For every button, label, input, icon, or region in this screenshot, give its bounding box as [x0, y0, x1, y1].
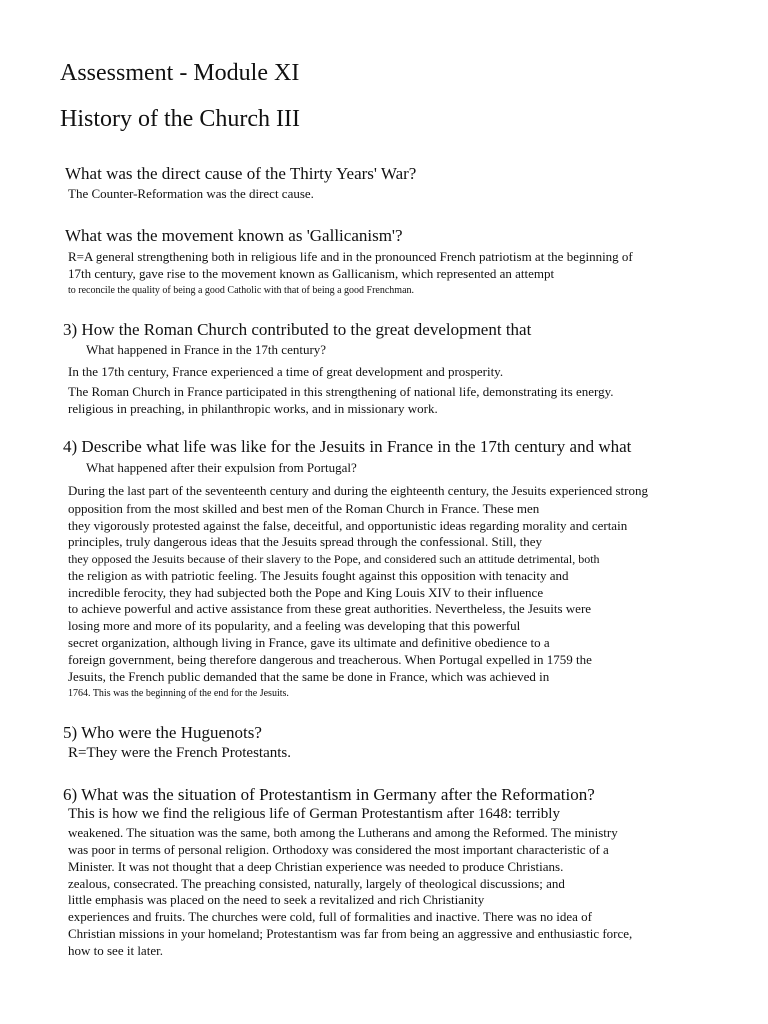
answer-4-line: During the last part of the seventeenth century and during the eighteenth century, the Jesuits experienced strong: [68, 483, 648, 498]
answer-4-line: to achieve powerful and active assistance from these great authorities. Nevertheless, the Jesuits were: [68, 601, 592, 616]
answer-4-line: Jesuits, the French public demanded that the same be done in France, which was achieved in: [68, 669, 550, 684]
answer-4-line: 1764. This was the beginning of the end for the Jesuits.: [68, 688, 289, 699]
question-2: What was the movement known as 'Gallicanism'?: [65, 226, 403, 245]
answer-6-line: how to see it later.: [68, 943, 163, 958]
answer-6-line: experiences and fruits. The churches were cold, full of formalities and inactive. There was no idea of: [68, 909, 593, 924]
answer-4-line: the religion as with patriotic feeling. The Jesuits fought against this opposition with tenacity and: [68, 568, 569, 583]
answer-5: R=They were the French Protestants.: [68, 745, 291, 761]
answer-4-line: incredible ferocity, they had subjected both the Pope and King Louis XIV to their influence: [68, 585, 544, 600]
answer-6-line: Minister. It was not thought that a deep Christian experience was needed to produce Christians.: [68, 859, 564, 874]
answer-4-line: they opposed the Jesuits because of their slavery to the Pope, and considered such an attitude detrimental, both: [68, 552, 600, 566]
page-subtitle: History of the Church III: [60, 106, 300, 132]
answer-3-line: religious in preaching, in philanthropic works, and in missionary work.: [68, 401, 438, 416]
answer-6-line: This is how we find the religious life of German Protestantism after 1648: terribly: [68, 806, 560, 822]
answer-6-line: was poor in terms of personal religion. Orthodoxy was considered the most important characteristic of a: [68, 842, 609, 857]
answer-4-line: opposition from the most skilled and best men of the Roman Church in France. These men: [68, 501, 540, 516]
question-3-cont: What happened in France in the 17th century?: [86, 342, 327, 357]
question-1: What was the direct cause of the Thirty Years' War?: [65, 164, 417, 183]
question-3: 3) How the Roman Church contributed to the great development that: [63, 320, 532, 339]
answer-4-line: losing more and more of its popularity, and a feeling was developing that this powerful: [68, 618, 521, 633]
answer-6-line: weakened. The situation was the same, both among the Lutherans and among the Reformed. The ministry: [68, 825, 618, 840]
answer-4-line: foreign government, being therefore dangerous and treacherous. When Portugal expelled in 1759 the: [68, 652, 592, 667]
answer-1: The Counter-Reformation was the direct cause.: [68, 186, 314, 201]
answer-4-line: they vigorously protested against the false, deceitful, and opportunistic ideas regarding morality and certain: [68, 518, 628, 533]
question-4: 4) Describe what life was like for the Jesuits in France in the 17th century and what: [63, 437, 632, 456]
answer-3-line: The Roman Church in France participated in this strengthening of national life, demonstrating its energy.: [68, 384, 614, 399]
answer-2-line: R=A general strengthening both in religious life and in the pronounced French patriotism at the beginning of: [68, 249, 633, 264]
answer-2-line: to reconcile the quality of being a good Catholic with that of being a good Frenchman.: [68, 285, 415, 296]
page-title: Assessment - Module XI: [60, 60, 300, 86]
answer-3-line: In the 17th century, France experienced a time of great development and prosperity.: [68, 364, 504, 379]
answer-4-line: principles, truly dangerous ideas that the Jesuits spread through the confessional. Still, they: [68, 534, 543, 549]
question-6: 6) What was the situation of Protestantism in Germany after the Reformation?: [63, 785, 595, 804]
answer-2-line: 17th century, gave rise to the movement known as Gallicanism, which represented an attempt: [68, 266, 555, 281]
question-5: 5) Who were the Huguenots?: [63, 723, 262, 742]
question-4-cont: What happened after their expulsion from Portugal?: [86, 460, 357, 475]
answer-4-line: secret organization, although living in France, gave its ultimate and definitive obedience to a: [68, 635, 550, 650]
answer-6-line: Christian missions in your homeland; Protestantism was far from being an aggressive and enthusiastic force,: [68, 926, 633, 941]
answer-6-line: zealous, consecrated. The preaching consisted, naturally, largely of theological discussions; and: [68, 876, 565, 891]
answer-6-line: little emphasis was placed on the need to seek a revitalized and rich Christianity: [68, 892, 485, 907]
